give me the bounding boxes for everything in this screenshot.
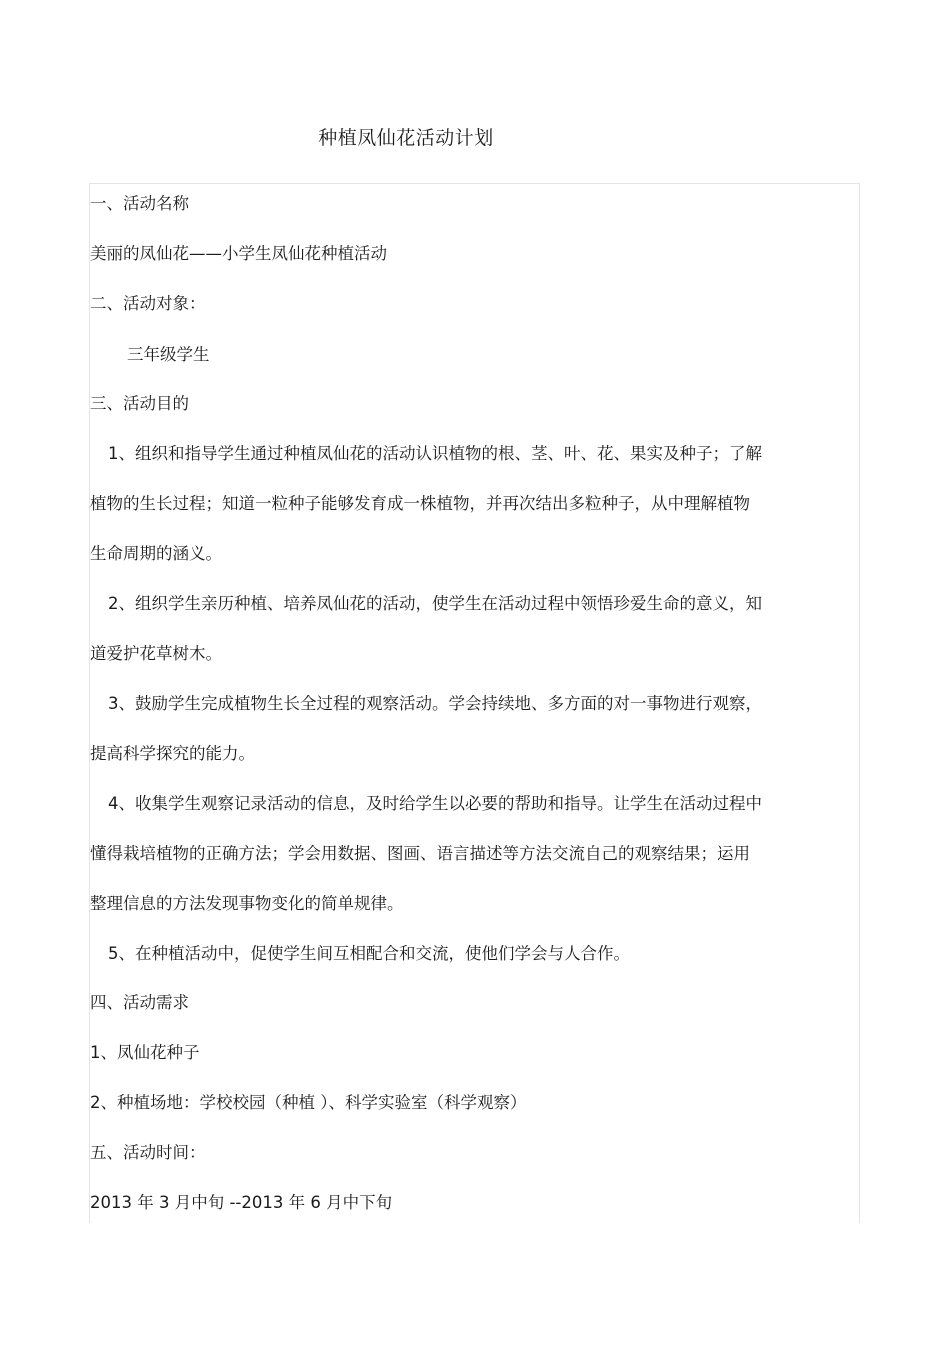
purpose-3-line-1: 3、鼓励学生完成植物生长全过程的观察活动。学会持续地、多方面的对一事物进行观察， [108,694,762,713]
purpose-3-line-2: 提高科学探究的能力。 [90,744,255,763]
needs-item-2: 2、种植场地：学校校园（种植 ）、科学实验室（科学观察） [90,1093,527,1112]
activity-target-text: 三年级学生 [127,345,210,364]
purpose-2-line-1: 2、组织学生亲历种植、培养凤仙花的活动，使学生在活动过程中领悟珍爱生命的意义，知 [108,594,762,613]
purpose-1-line-2: 植物的生长过程；知道一粒种子能够发育成一株植物，并再次结出多粒种子，从中理解植物 [90,494,750,513]
purpose-4-line-3: 整理信息的方法发现事物变化的简单规律。 [90,894,404,913]
section-heading-activity-time: 五、活动时间： [90,1143,206,1162]
section-heading-activity-purpose: 三、活动目的 [90,394,189,413]
needs-item-1: 1、凤仙花种子 [90,1043,200,1062]
section-heading-activity-name: 一、活动名称 [90,194,189,213]
section-heading-activity-needs: 四、活动需求 [90,993,189,1012]
purpose-2-line-2: 道爱护花草树木。 [90,644,222,663]
purpose-1-line-1: 1、组织和指导学生通过种植凤仙花的活动认识植物的根、茎、叶、花、果实及种子；了解 [108,444,762,463]
purpose-4-line-1: 4、收集学生观察记录活动的信息，及时给学生以必要的帮助和指导。让学生在活动过程中 [108,794,762,813]
purpose-4-line-2: 懂得栽培植物的正确方法；学会用数据、图画、语言描述等方法交流自己的观察结果；运用 [90,844,750,863]
purpose-1-line-3: 生命周期的涵义。 [90,544,222,563]
purpose-5-line-1: 5、在种植活动中，促使学生间互相配合和交流，使他们学会与人合作。 [108,944,630,963]
section-heading-activity-target: 二、活动对象： [90,294,206,313]
activity-time-text: 2013 年 3 月中旬 --2013 年 6 月中下旬 [90,1193,393,1212]
document-title: 种植凤仙花活动计划 [318,127,494,149]
activity-name-text: 美丽的凤仙花——小学生凤仙花种植活动 [90,244,387,263]
